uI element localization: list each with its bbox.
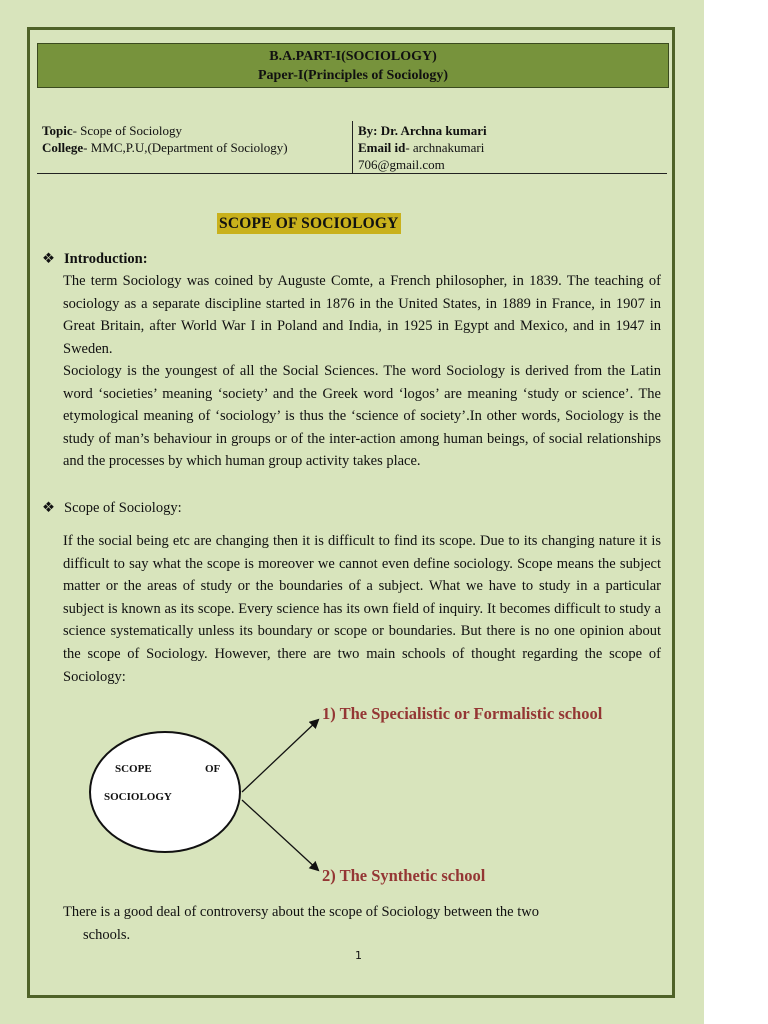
college-label: College	[42, 140, 84, 155]
scope-heading	[42, 500, 182, 517]
diamond-bullet-icon: ❖	[42, 251, 55, 267]
scope-label: Scope of Sociology:	[64, 500, 182, 516]
info-left-cell	[42, 122, 352, 156]
info-divider	[352, 121, 353, 173]
circle-label-of: OF	[205, 763, 221, 775]
topic-value: - Scope of Sociology	[72, 123, 182, 138]
document-title: SCOPE OF SOCIOLOGY	[219, 215, 399, 232]
circle-label-sociology: SOCIOLOGY	[104, 791, 172, 803]
email-value-continued: 706@gmail.com	[358, 157, 445, 172]
college-value: - MMC,P.U,(Department of Sociology)	[83, 140, 288, 155]
scope-paragraph: If the social being etc are changing then it is difficult to find its scope. Due to its changing nature it is difficult to say what the scope is moreover we cannot even define sociology. Scope means the subject matter or the areas of study or the boundaries of a subject. What we have to study in a particular subject is known as its scope. Every science has its own field of inquiry. It becomes difficult to study a science systematically unless its boundary or scope or boundaries. But there is no one opinion about the scope of Sociology. However, there are two main schools of thought regarding the scope of Sociology:	[63, 533, 661, 685]
circle-label-scope: SCOPE	[115, 763, 152, 775]
introduction-label: Introduction:	[64, 251, 148, 267]
author-label: By: Dr. Archna kumari	[358, 123, 487, 138]
paper-title: Paper-I(Principles of Sociology)	[257, 68, 448, 83]
page-number: 1	[355, 949, 362, 962]
course-title: B.A.PART-I(SOCIOLOGY)	[269, 49, 437, 64]
topic-label: Topic	[42, 123, 73, 138]
email-label: Email id	[358, 140, 406, 155]
synthetic-school-heading: 2) The Synthetic school	[322, 866, 486, 885]
email-value: - archnakumari	[405, 140, 485, 155]
introduction-paragraph-2: Sociology is the youngest of all the Social Sciences. The word Sociology is derived from the Latin word ‘societies’ meaning ‘society’ and the Greek word ‘logos’ are meaning ‘study or science’. The etymological meaning of ‘sociology’ is thus the ‘science of society’.In other words, Sociology is the study of man’s behaviour in groups or of the inter-action among human beings, of social relationships and the processes by which human group activity takes place.	[63, 363, 661, 470]
info-right-cell	[358, 122, 663, 173]
info-table	[37, 121, 667, 174]
diamond-bullet-icon: ❖	[42, 500, 55, 516]
course-header	[37, 43, 669, 88]
closing-line-1: There is a good deal of controversy about the scope of Sociology between the two	[63, 904, 539, 920]
closing-line-2: schools.	[83, 926, 131, 943]
specialistic-school-heading: 1) The Specialistic or Formalistic school	[322, 704, 603, 723]
closing-paragraph	[63, 901, 661, 946]
introduction-paragraph-1: The term Sociology was coined by Auguste Comte, a French philosopher, in 1839. The teaching of sociology as a separate discipline started in 1876 in the United States, in 1889 in France, in 1907 in Great Britain, after World War I in Poland and India, in 1925 in Egypt and Mexico, and in 1947 in Sweden.	[63, 273, 661, 357]
introduction-heading	[42, 251, 148, 268]
